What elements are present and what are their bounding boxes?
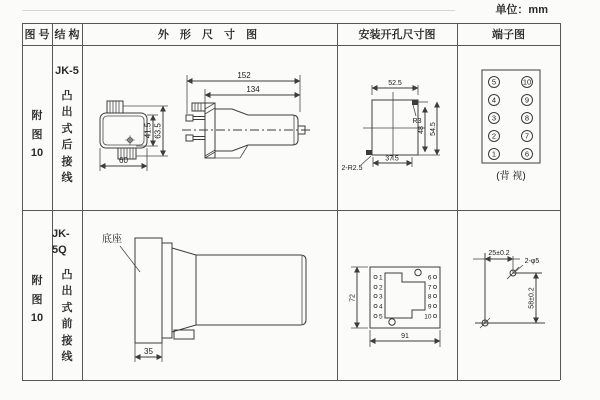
terminal-circles [489,77,533,160]
dim-134: 134 [246,85,260,94]
row2-fig-no [22,225,52,375]
dim-48: 48 [418,126,425,134]
header-outline: 外 形 尺 寸 图 [157,29,262,41]
row1-fig-no [22,60,52,210]
header-terminal: 端子图 [492,29,525,41]
dim-63-5: 63.5 [153,123,163,139]
dim-152: 152 [237,71,251,80]
row1-fig-char: 附 [31,110,43,123]
row1-structure-char: 式 [61,122,73,135]
dim-54-5: 54.5 [430,122,437,136]
label-2-r2-5: 2-R2.5 [341,165,363,172]
dim-37-5: 37.5 [385,155,399,163]
outline-drawing-jk5q [82,210,337,380]
header-structure: 结 构 [54,29,80,41]
table-border-bottom [22,380,560,381]
table-border-right [560,23,561,380]
unit-label: 单位：mm [495,4,548,16]
row2-structure-char: 式 [61,301,73,314]
page-top-rule [22,10,455,11]
dim-58: 58±0.2 [528,287,536,309]
row2-structure-char: 接 [61,334,73,347]
header-fig-no: 图 号 [24,29,50,41]
terminal-num: 9 [524,95,530,105]
terminal-num: 2 [491,131,497,141]
terminal-holes-right [424,274,436,320]
row2-fig-char: 附 [31,275,43,288]
hole-num: 6 [427,274,432,282]
side-view [182,71,312,158]
row1-structure-char: 接 [61,155,73,168]
row1-structure-char: 凸 [61,89,73,102]
row2-structure-char: 线 [61,351,73,363]
row2-structure-char: 出 [61,285,73,297]
terminal-num: 7 [524,131,530,141]
hole-num: 9 [427,303,432,311]
terminal-num: 1 [491,149,497,159]
terminal-num: 8 [524,113,530,123]
terminal-num: 3 [491,113,497,123]
front-view [100,101,168,171]
terminal-num: 5 [491,77,497,87]
dim-72: 72 [349,294,357,302]
dim-35: 35 [144,347,153,356]
hole-num: 8 [427,293,432,301]
header-install: 安装开孔尺寸图 [358,29,436,41]
base-label: 底座 [102,234,122,245]
row1-fig-char: 图 [31,128,43,141]
hole-num: 3 [379,293,383,301]
center-mark-icon [126,136,135,145]
row1-fig-char: 10 [30,147,44,160]
terminal-num: 10 [522,77,532,87]
row1-model: JK-5 [55,65,79,78]
row1-structure-char: 后 [61,139,73,152]
row2-model: JK-5Q [52,227,70,256]
hole-bottom [480,318,490,328]
dim-25: 25±0.2 [488,250,510,257]
outline-drawing-jk5 [82,45,337,210]
rear-view-caption: (背 视) [496,171,526,182]
row1-structure-char: 线 [61,172,73,185]
row1-structure-char: 出 [61,106,73,119]
terminal-bolts [186,115,205,141]
hole-num: 1 [379,274,383,282]
terminal-diagram-jk5 [457,45,560,210]
row1-structure [52,50,82,200]
row2-fig-char: 图 [31,293,43,306]
label-2-phi5: 2-φ5 [524,258,540,265]
install-drawing-jk5 [337,45,457,210]
terminal-holes-left [374,274,383,320]
hole-num: 2 [379,284,383,292]
row2-structure-char: 凸 [61,268,73,281]
hole-num: 10 [424,313,432,321]
row2-fig-char: 10 [30,312,44,325]
dim-91: 91 [401,333,409,340]
install-drawing-jk5q [337,210,457,380]
terminal-num: 6 [524,149,530,159]
terminal-num: 4 [491,95,497,105]
hole-num: 7 [427,284,432,292]
drilling-diagram-jk5q [457,210,560,380]
row2-structure-char: 前 [61,318,73,330]
hole-num: 4 [379,303,383,311]
dim-52-5: 52.5 [388,80,402,87]
hole-num: 5 [379,313,383,321]
row2-structure [52,218,82,373]
dim-60: 60 [119,156,128,165]
label-r3: R3 [412,118,422,125]
dim-41-5: 41.5 [143,122,153,139]
